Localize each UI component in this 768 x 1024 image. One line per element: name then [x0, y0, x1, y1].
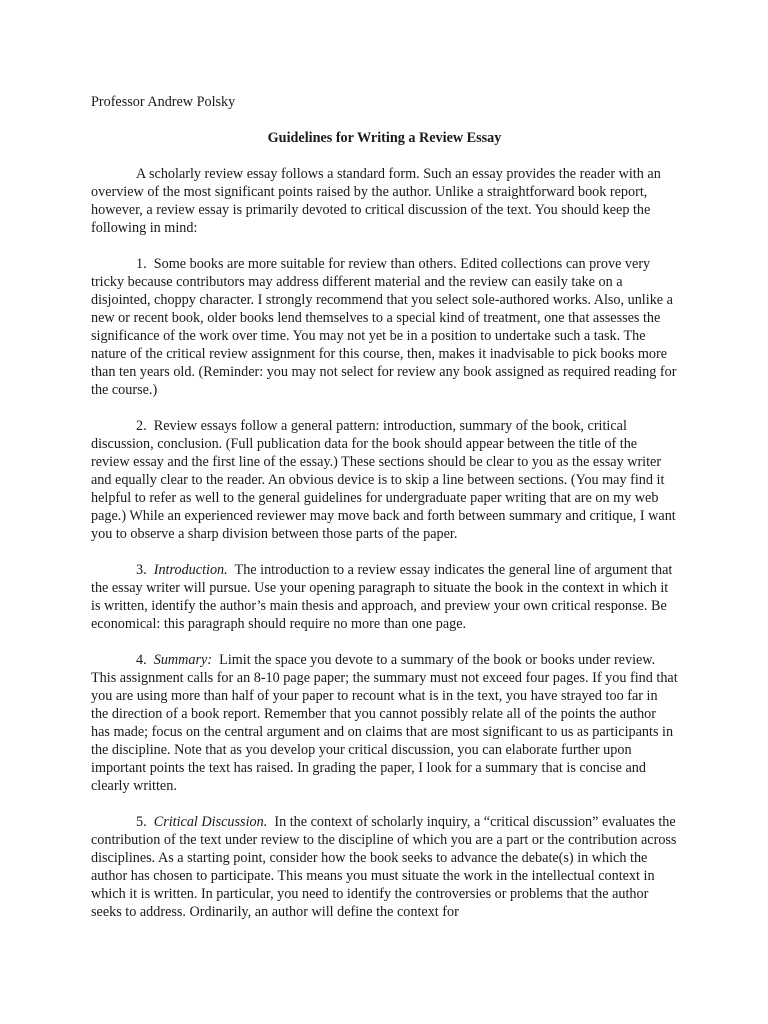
item-text: In the context of scholarly inquiry, a “critical discussion” evaluates the contribution of the text under review to the discipline of which you are a part or the contribution across disciplines. As a starting point, consider how the book seeks to advance the debate(s) in which the author has chosen to participate. This means you must situate the work in the intellectual context in which it is written. In particular, you need to identify the controversies or problems that the author seeks to address. Ordinarily, an author will define the context for — [91, 814, 677, 920]
guideline-item-2 — [91, 417, 678, 543]
guideline-item-1 — [91, 255, 678, 399]
author-line: Professor Andrew Polsky — [91, 94, 236, 110]
item-text: Limit the space you devote to a summary of the book or books under review. This assignment calls for an 8-10 page paper; the summary must not exceed four pages. If you find that you are using more than half of your paper to recount what is in the text, you have strayed too far in the direction of a book report. Remember that you cannot possibly relate all of the points the author has made; focus on the central argument and on claims that are most significant to us as participants in the discipline. Note that as you develop your critical discussion, you can elaborate further upon important points the text has raised. In grading the paper, I look for a summary that is concise and clearly written. — [91, 652, 678, 794]
item-heading: Critical Discussion. — [153, 814, 268, 830]
intro-paragraph: A scholarly review essay follows a standard form. Such an essay provides the reader with an overview of the most significant points raised by the author. Unlike a straightforward book report, however, a review essay is primarily devoted to critical discussion of the text. You should keep the following in mind: — [91, 166, 661, 236]
item-text: The introduction to a review essay indicates the general line of argument that the essay writer will pursue. Use your opening paragraph to situate the book in the context in which it is written, identify the author’s main thesis and approach, and preview your own critical response. Be economical: this paragraph should require no more than one page. — [91, 562, 673, 632]
item-heading: Introduction. — [153, 562, 228, 578]
item-number: 3. — [136, 562, 147, 578]
item-heading: Summary: — [153, 652, 213, 668]
guideline-item-3 — [91, 561, 678, 633]
document-title: Guidelines for Writing a Review Essay — [267, 130, 502, 146]
item-number: 1. — [136, 256, 147, 272]
item-number: 2. — [136, 418, 147, 434]
guideline-item-4 — [91, 651, 678, 795]
item-text: Some books are more suitable for review than others. Edited collections can prove very tricky because contributors may address different material and the review can easily take on a disjointed, choppy character. I strongly recommend that you select sole-authored works. Also, unlike a new or recent book, older books lend themselves to a special kind of treatment, one that assesses the significance of the work over time. You may not yet be in a position to undertake such a task. The nature of the critical review assignment for this course, then, makes it inadvisable to pick books more than ten years old. (Reminder: you may not select for review any book assigned as required reading for the course.) — [91, 256, 677, 398]
guideline-item-5 — [91, 813, 678, 921]
document-body — [91, 165, 678, 939]
item-number: 5. — [136, 814, 147, 830]
item-number: 4. — [136, 652, 147, 668]
item-text: Review essays follow a general pattern: introduction, summary of the book, critical discussion, conclusion. (Full publication data for the book should appear between the title of the review essay and the first line of the essay.) These sections should be clear to you as the essay writer and equally clear to the reader. An obvious device is to skip a line between sections. (You may find it helpful to refer as well to the general guidelines for undergraduate paper writing that are on my web page.) While an experienced reviewer may move back and forth between summary and critique, I want you to observe a sharp division between those parts of the paper. — [91, 418, 676, 542]
